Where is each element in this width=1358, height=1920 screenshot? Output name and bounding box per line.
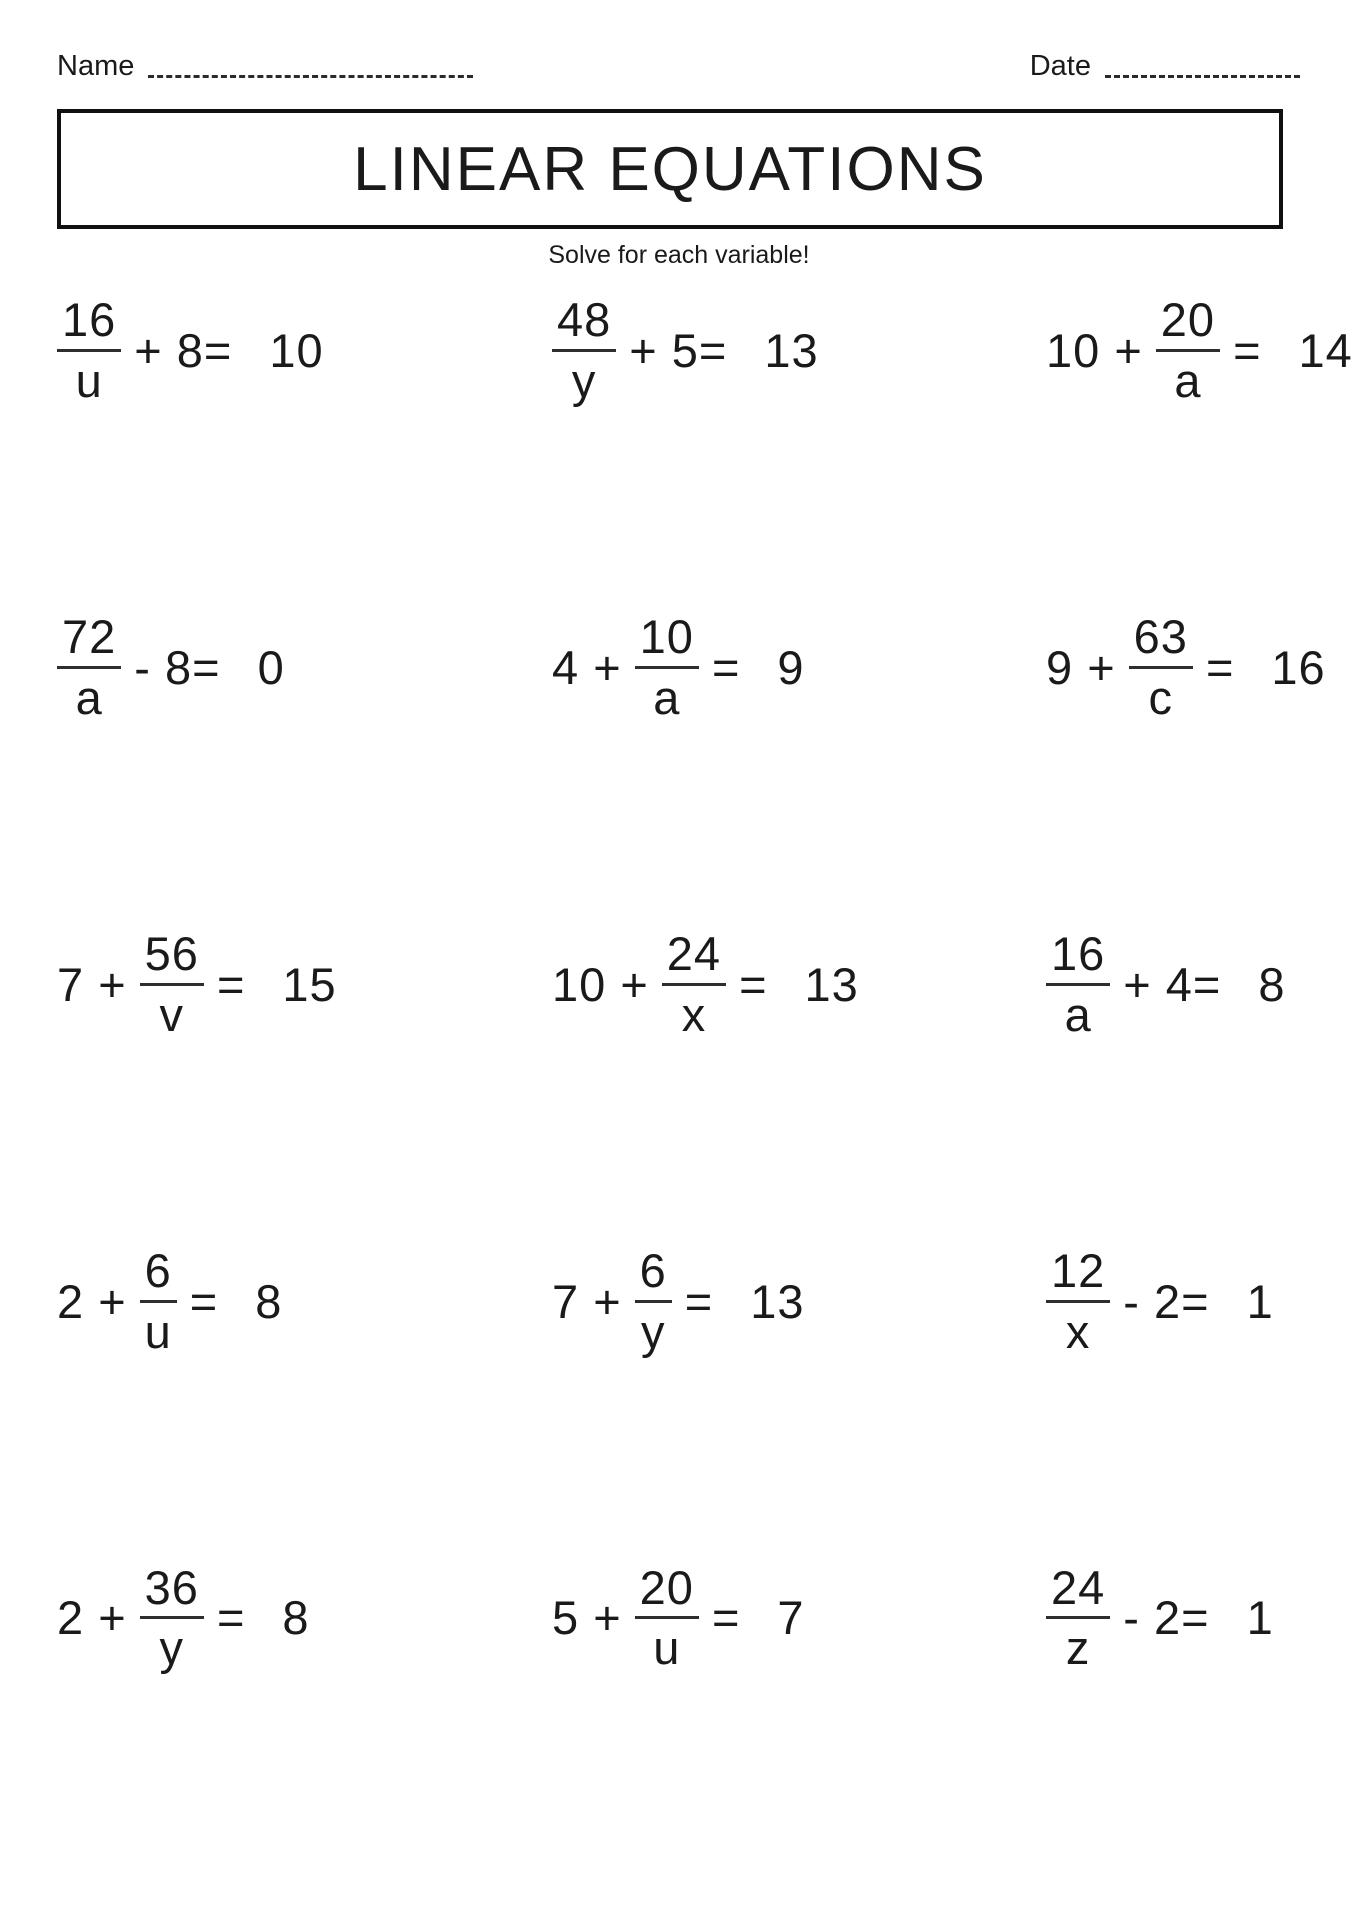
equation-suffix: =	[1205, 640, 1235, 694]
equation-13	[0, 1560, 452, 1675]
equation-row-5	[0, 1560, 1358, 1675]
equation-numerator: 16	[62, 293, 117, 346]
title-box	[57, 109, 1283, 229]
fraction	[57, 293, 121, 407]
equation-result: 7	[777, 1591, 805, 1645]
name-label: Name	[57, 50, 135, 82]
fraction-bar	[57, 349, 121, 352]
equation-15	[904, 1560, 1356, 1675]
equation-numerator: 12	[1051, 1243, 1106, 1297]
fraction-bar	[1046, 983, 1110, 986]
equation-numerator: 24	[1051, 1560, 1106, 1614]
equation-suffix: + 4=	[1123, 957, 1222, 1011]
fraction	[552, 293, 616, 407]
date-blank-line	[1105, 75, 1300, 78]
equation-8	[452, 926, 904, 1041]
equation-1	[0, 293, 452, 407]
equation-result: 8	[282, 1591, 310, 1645]
equation-5	[452, 609, 904, 724]
equation-suffix: =	[1233, 323, 1262, 377]
equation-denominator: a	[75, 670, 103, 724]
equation-result: 13	[764, 323, 819, 377]
equation-numerator: 10	[639, 609, 694, 663]
equation-suffix: =	[189, 1274, 219, 1328]
equation-suffix: =	[684, 1274, 714, 1328]
fraction	[635, 1560, 699, 1675]
equation-result: 13	[804, 957, 859, 1011]
equation-numerator: 56	[144, 926, 199, 980]
equation-row-3	[0, 926, 1358, 1041]
equation-prefix: 5 +	[552, 1591, 622, 1645]
equation-numerator: 63	[1133, 609, 1188, 663]
fraction-bar	[1046, 1616, 1110, 1619]
date-label: Date	[1029, 50, 1091, 82]
fraction-bar	[552, 349, 616, 352]
equation-prefix: 4 +	[552, 640, 622, 694]
equation-suffix: - 8=	[134, 640, 221, 694]
fraction	[140, 1560, 204, 1675]
equation-result: 15	[282, 957, 337, 1011]
equation-denominator: c	[1148, 670, 1174, 724]
equation-prefix: 7 +	[57, 957, 127, 1011]
equation-6	[904, 609, 1356, 724]
worksheet-header	[0, 0, 1358, 83]
equation-suffix: - 2=	[1123, 1591, 1210, 1645]
fraction-bar	[635, 1616, 699, 1619]
equation-row-2	[0, 609, 1358, 724]
equation-result: 16	[1271, 640, 1326, 694]
equation-result: 14	[1298, 323, 1353, 377]
equation-numerator: 36	[144, 1560, 199, 1614]
fraction-bar	[1046, 1300, 1110, 1303]
fraction	[635, 609, 699, 724]
fraction-bar	[662, 983, 726, 986]
equation-prefix: 7 +	[552, 1274, 622, 1328]
equation-12	[904, 1243, 1356, 1358]
name-blank-line	[148, 75, 473, 78]
equation-numerator: 16	[1051, 926, 1106, 980]
equation-denominator: x	[1065, 1304, 1091, 1358]
fraction-bar	[140, 1616, 204, 1619]
equation-suffix: =	[739, 957, 768, 1011]
fraction	[1046, 926, 1110, 1041]
equation-denominator: a	[1064, 987, 1092, 1041]
fraction	[140, 1243, 177, 1358]
equation-denominator: x	[681, 987, 707, 1041]
equation-prefix: 10 +	[1046, 323, 1143, 377]
equation-denominator: u	[144, 1304, 172, 1358]
equation-suffix: + 5=	[629, 323, 728, 377]
equation-denominator: y	[640, 1304, 666, 1358]
equation-result: 13	[750, 1274, 805, 1328]
fraction-bar	[1129, 666, 1193, 669]
equation-suffix: =	[216, 1591, 246, 1645]
equation-numerator: 20	[639, 1560, 694, 1614]
equation-2	[452, 293, 904, 407]
fraction	[57, 609, 121, 724]
equation-denominator: a	[653, 670, 681, 724]
equation-row-1	[0, 293, 1358, 407]
equation-result: 1	[1246, 1591, 1274, 1645]
date-field	[1030, 50, 1300, 83]
fraction-bar	[635, 1300, 672, 1303]
fraction	[1046, 1560, 1110, 1675]
equation-numerator: 48	[557, 293, 612, 346]
equation-numerator: 6	[639, 1243, 667, 1297]
equation-numerator: 6	[144, 1243, 172, 1297]
fraction	[1156, 293, 1220, 407]
fraction	[1129, 609, 1193, 724]
name-field	[57, 50, 473, 83]
equation-numerator: 20	[1160, 293, 1216, 346]
equation-suffix: + 8=	[134, 323, 233, 377]
fraction	[662, 926, 726, 1041]
equation-denominator: v	[159, 987, 185, 1041]
subtitle: Solve for each variable!	[548, 241, 810, 269]
equation-denominator: y	[571, 353, 597, 407]
equation-suffix: =	[216, 957, 246, 1011]
equation-suffix: - 2=	[1123, 1274, 1210, 1328]
equation-denominator: u	[653, 1621, 681, 1675]
equation-numerator: 72	[62, 609, 117, 663]
fraction-bar	[57, 666, 121, 669]
fraction	[1046, 1243, 1110, 1358]
fraction-bar	[1156, 349, 1220, 352]
equation-result: 8	[1258, 957, 1286, 1011]
worksheet-title: LINEAR EQUATIONS	[353, 134, 987, 204]
equation-9	[904, 926, 1356, 1041]
fraction	[140, 926, 204, 1041]
equation-11	[452, 1243, 904, 1358]
equation-suffix: =	[711, 640, 741, 694]
fraction	[635, 1243, 672, 1358]
equation-denominator: z	[1065, 1621, 1091, 1675]
equation-denominator: a	[1174, 353, 1202, 407]
equation-prefix: 10 +	[552, 957, 649, 1011]
equation-result: 8	[255, 1274, 283, 1328]
equation-suffix: =	[711, 1591, 741, 1645]
fraction-bar	[140, 983, 204, 986]
equation-result: 1	[1246, 1274, 1274, 1328]
equation-denominator: y	[159, 1621, 185, 1675]
equations-grid	[0, 293, 1358, 1675]
equation-prefix: 2 +	[57, 1274, 127, 1328]
equation-7	[0, 926, 452, 1041]
equation-numerator: 24	[666, 926, 722, 980]
equation-denominator: u	[75, 353, 103, 407]
equation-14	[452, 1560, 904, 1675]
equation-prefix: 9 +	[1046, 640, 1116, 694]
equation-prefix: 2 +	[57, 1591, 127, 1645]
fraction-bar	[635, 666, 699, 669]
equation-3	[904, 293, 1356, 407]
equation-result: 0	[257, 640, 285, 694]
equation-result: 10	[269, 323, 324, 377]
fraction-bar	[140, 1300, 177, 1303]
equation-10	[0, 1243, 452, 1358]
equation-result: 9	[777, 640, 805, 694]
equation-row-4	[0, 1243, 1358, 1358]
equation-4	[0, 609, 452, 724]
